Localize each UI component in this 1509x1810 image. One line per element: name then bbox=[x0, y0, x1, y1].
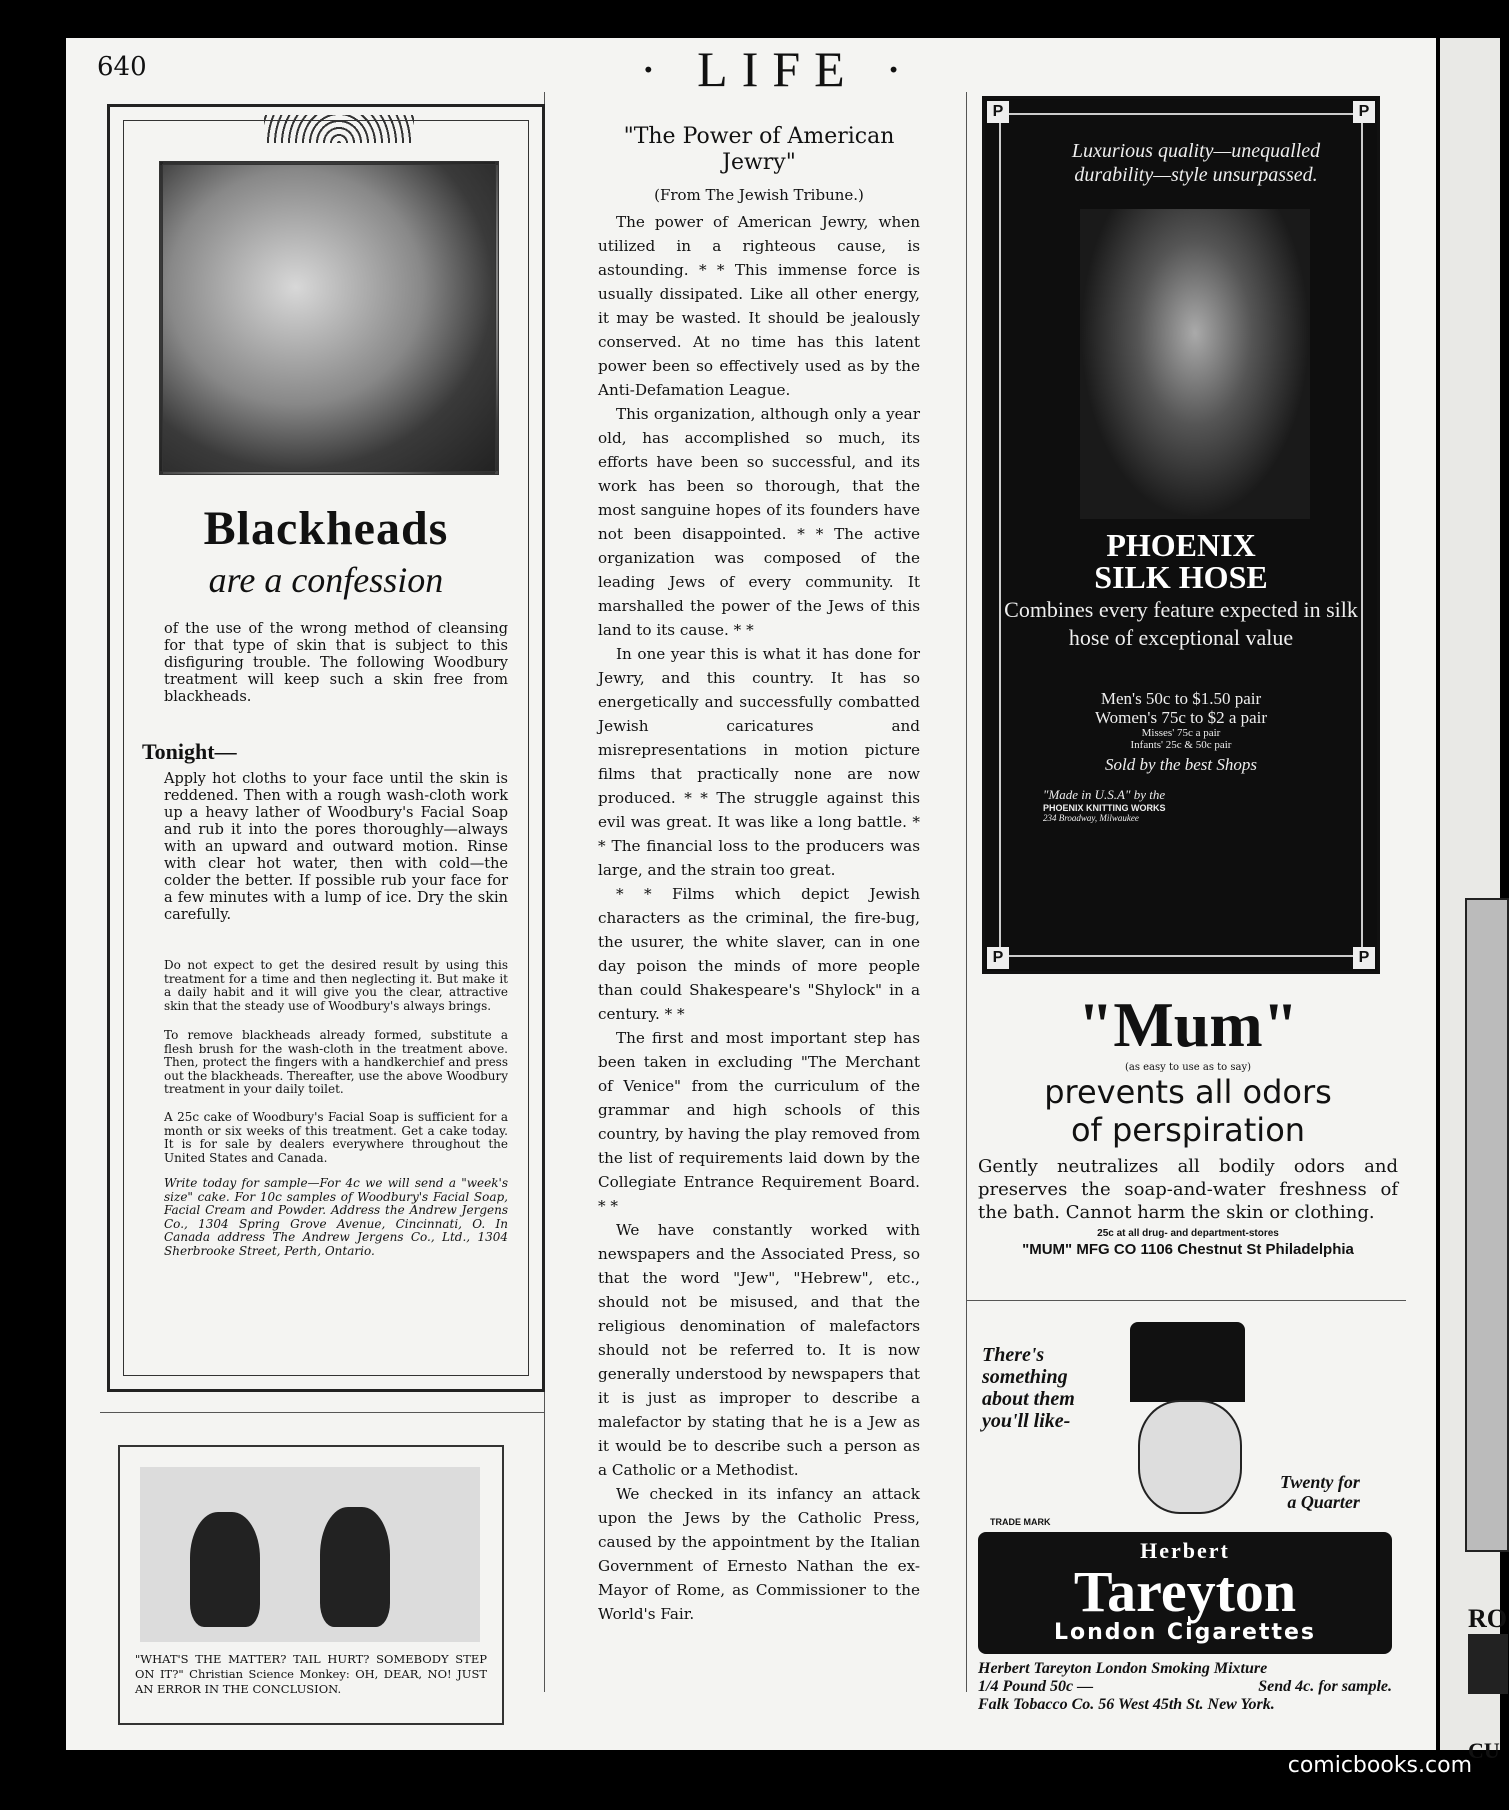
slogan-line: something bbox=[982, 1366, 1068, 1388]
mum-body: Gently neutralizes all bodily odors and preserves the soap-and-water freshness of the bath. Cannot harm the skin or clothing. bbox=[978, 1156, 1398, 1223]
p-badge-icon: P bbox=[1353, 947, 1375, 969]
ad-intro: of the use of the wrong method of cleansing for that type of skin that is subject to this disfiguring trouble. The following Woodbury treatment will keep such a skin free from blackheads. bbox=[164, 621, 508, 705]
quarter-pound: 1/4 Pound 50c — bbox=[978, 1678, 1094, 1695]
masthead: · LIFE · bbox=[640, 41, 916, 97]
brand-line-1: PHOENIX bbox=[1106, 527, 1256, 563]
mum-ad bbox=[978, 990, 1398, 1258]
portrait-illustration bbox=[159, 161, 499, 475]
p-badge-icon: P bbox=[987, 947, 1009, 969]
monkey-icon bbox=[190, 1512, 260, 1627]
article bbox=[598, 124, 920, 1626]
made-in-text: "Made in U.S.A" by the bbox=[1043, 787, 1166, 802]
phoenix-description: Combines every feature expected in silk hose of exceptional value bbox=[1004, 597, 1358, 650]
p-badge-icon: P bbox=[987, 101, 1009, 123]
adjacent-page-edge bbox=[1440, 38, 1507, 1763]
tonight-heading: Tonight— bbox=[142, 739, 237, 764]
phoenix-brand bbox=[985, 529, 1377, 593]
made-in-usa bbox=[1043, 787, 1166, 823]
brand-line-2: SILK HOSE bbox=[1094, 559, 1268, 595]
twenty-line: Twenty for bbox=[1280, 1472, 1360, 1492]
mum-headline-2: of perspiration bbox=[1070, 1111, 1306, 1149]
maker-address: 234 Broadway, Milwaukee bbox=[1043, 813, 1139, 823]
note-2: To remove blackheads already formed, substitute a flesh brush for the wash-cloth in the treatment above. Then, protect the fingers with a handkerchief and press out the blackheads. Thereafter, use the above Woodbury treatment in your daily toilet. bbox=[164, 1028, 509, 1096]
treatment-text: Apply hot cloths to your face until the skin is reddened. Then with a rough wash-cloth work up a heavy lather of Woodbury's Facial Soap and rub it into the pores thoroughly—always with an upward and outward motion. Rinse with clear hot water, then with cold—the colder the better. If possible rub your face for a few minutes with a lump of ice. Dry the skin carefully. bbox=[164, 771, 508, 923]
p-badge-icon: P bbox=[1353, 101, 1375, 123]
article-body bbox=[598, 210, 920, 1626]
note-1: Do not expect to get the desired result by using this treatment for a time and then neglecting it. But make it a daily habit and it will give you the clear, attractive skin that the steady use of Woodbury's always brings. bbox=[164, 958, 508, 1013]
mum-manufacturer: "MUM" MFG CO 1106 Chestnut St Philadelphia bbox=[1022, 1241, 1354, 1258]
article-paragraph: We have constantly worked with newspapers and the Associated Press, so that the word "Jew", "Hebrew", etc., should not be misused, and that the religious denomination of malefactors should not be referred to. It is now generally understood by newspapers that it is just as improper to describe a malefactor by stating that he is a Jew as it would be to describe such a person as a Catholic or a Methodist. bbox=[598, 1221, 920, 1479]
cartoon-illustration bbox=[140, 1467, 480, 1642]
adjacent-page-text-c: CU bbox=[1468, 1738, 1500, 1763]
slogan-line: you'll like- bbox=[982, 1410, 1071, 1432]
phoenix-prices bbox=[985, 689, 1377, 751]
mum-paren: (as easy to use as to say) bbox=[1124, 1062, 1252, 1073]
tareyton-name: Tareyton bbox=[1073, 1559, 1297, 1624]
mum-headline-1: prevents all odors bbox=[1044, 1073, 1332, 1111]
article-paragraph: The first and most important step has been taken in excluding "The Merchant of Venice" from the curriculum of the grammar and high schools of this country, by having the play removed from the list of requirements laid down by the Collegiate Entrance Requirement Board. * * bbox=[598, 1029, 920, 1215]
adjacent-page-letter-block bbox=[1468, 1634, 1508, 1694]
maker-name: PHOENIX KNITTING WORKS bbox=[1043, 803, 1166, 813]
top-hat-icon bbox=[1130, 1322, 1245, 1402]
page-number: 640 bbox=[97, 52, 147, 82]
article-paragraph: We checked in its infancy an attack upon the Jews by the Catholic Press, caused by the appointment by the Italian Government of Ernesto Nathan the ex-Mayor of Rome, as Commissioner to the World's Fair. bbox=[598, 1485, 920, 1623]
mixture-price-row bbox=[978, 1678, 1392, 1696]
christian-science-monkey-icon bbox=[320, 1507, 390, 1627]
mum-price: 25c at all drug- and department-stores bbox=[1097, 1228, 1279, 1239]
price-women: Women's 75c to $2 a pair bbox=[1094, 708, 1268, 727]
price-misses: Misses' 75c a pair bbox=[1141, 727, 1221, 739]
column-divider-right bbox=[966, 92, 967, 1692]
article-title: "The Power of American Jewry" bbox=[623, 124, 895, 175]
ad-headline: Blackheads bbox=[203, 502, 449, 555]
watermark: comicbooks.com bbox=[1287, 1753, 1472, 1778]
note-3: A 25c cake of Woodbury's Facial Soap is sufficient for a month or six weeks of this treatment. Get a cake today. It is for sale by dealers everywhere throughout the United States and Canada. bbox=[164, 1110, 508, 1165]
phoenix-hose-ad bbox=[982, 96, 1380, 974]
phoenix-tagline: Luxurious quality—unequalled durability—style unsurpassed. bbox=[1071, 140, 1321, 186]
article-source: (From The Jewish Tribune.) bbox=[654, 186, 864, 204]
cartoon-caption: "WHAT'S THE MATTER? TAIL HURT? SOMEBODY STEP ON IT?" Christian Science Monkey: OH, DEAR, NO! JUST AN ERROR IN THE CONCLUSION. bbox=[135, 1652, 487, 1696]
ad-subhead: are a confession bbox=[208, 560, 444, 600]
woodbury-ad-inner-border bbox=[123, 120, 529, 1376]
trade-mark: TRADE MARK bbox=[990, 1517, 1051, 1527]
article-paragraph: In one year this is what it has done for Jewry, and this country. It has so energetically and successfully combatted Jewish caricatures and misrepresentations in motion picture films that practically none are now produced. * * The struggle against this evil was great. It was like a long battle. * * The financial loss to the producers was large, and the strain too great. bbox=[598, 645, 920, 879]
sample-offer: Write today for sample—For 4c we will send a "week's size" cake. For 10c samples of Woodbury's Facial Soap, Facial Cream and Powder. Address the Andrew Jergens Co., 1304 Spring Grove Avenue, Cincinnati, O. In Canada address The Andrew Jergens Co., Ltd., 1304 Sherbrooke Street, Perth, Ontario. bbox=[164, 1176, 508, 1258]
falk-address: Falk Tobacco Co. 56 West 45th St. New York. bbox=[978, 1696, 1275, 1713]
mixture-line: Herbert Tareyton London Smoking Mixture bbox=[978, 1660, 1268, 1677]
tareyton-logo-box bbox=[978, 1532, 1392, 1654]
gentleman-portrait bbox=[1138, 1400, 1242, 1514]
right-column-divider bbox=[966, 1300, 1406, 1301]
tareyton-slogan bbox=[982, 1344, 1075, 1432]
mum-title: "Mum" bbox=[1077, 989, 1299, 1060]
monkey-cartoon bbox=[118, 1445, 504, 1725]
dancing-couple-photo bbox=[1080, 209, 1310, 519]
slogan-line: There's bbox=[982, 1344, 1045, 1366]
left-column-divider bbox=[100, 1412, 544, 1413]
tareyton-ad bbox=[970, 1312, 1400, 1714]
adjacent-page-text-r: RO bbox=[1468, 1604, 1507, 1633]
adjacent-page-ad-frame bbox=[1465, 898, 1509, 1552]
price-infants: Infants' 25c & 50c pair bbox=[1130, 739, 1232, 751]
tareyton-sub: London Cigarettes bbox=[1053, 1620, 1317, 1645]
sold-by: Sold by the best Shops bbox=[1104, 755, 1258, 774]
scroll-ornament-icon bbox=[264, 115, 414, 143]
price-men: Men's 50c to $1.50 pair bbox=[1100, 689, 1262, 708]
twenty-for-a-quarter bbox=[1280, 1472, 1360, 1512]
tareyton-herbert: Herbert bbox=[1140, 1538, 1230, 1563]
article-paragraph: The power of American Jewry, when utilized in a righteous cause, is astounding. * * This immense force is usually dissipated. Like all other energy, it may be wasted. It should be jealously conserved. At no time has this latent power been so effectively used as by the Anti-Defamation League. bbox=[598, 213, 920, 399]
article-paragraph: This organization, although only a year old, has accomplished so much, its efforts have been so successful, and its work has been so thorough, that the most sanguine hopes of its founders have not been disappointed. * * The active organization was composed of the leading Jews of every community. It marshalled the power of the Jews of this land to its cause. * * bbox=[598, 405, 920, 639]
tareyton-mixture bbox=[978, 1660, 1392, 1714]
send-sample: Send 4c. for sample. bbox=[1258, 1678, 1392, 1695]
woodbury-ad bbox=[107, 104, 545, 1392]
article-paragraph: * * Films which depict Jewish characters as the criminal, the fire-bug, the usurer, the white slaver, can in one day poison the minds of more people than could Shakespeare's "Shylock" in a century. * * bbox=[598, 885, 920, 1023]
twenty-line: a Quarter bbox=[1287, 1492, 1360, 1512]
slogan-line: about them bbox=[982, 1388, 1075, 1410]
